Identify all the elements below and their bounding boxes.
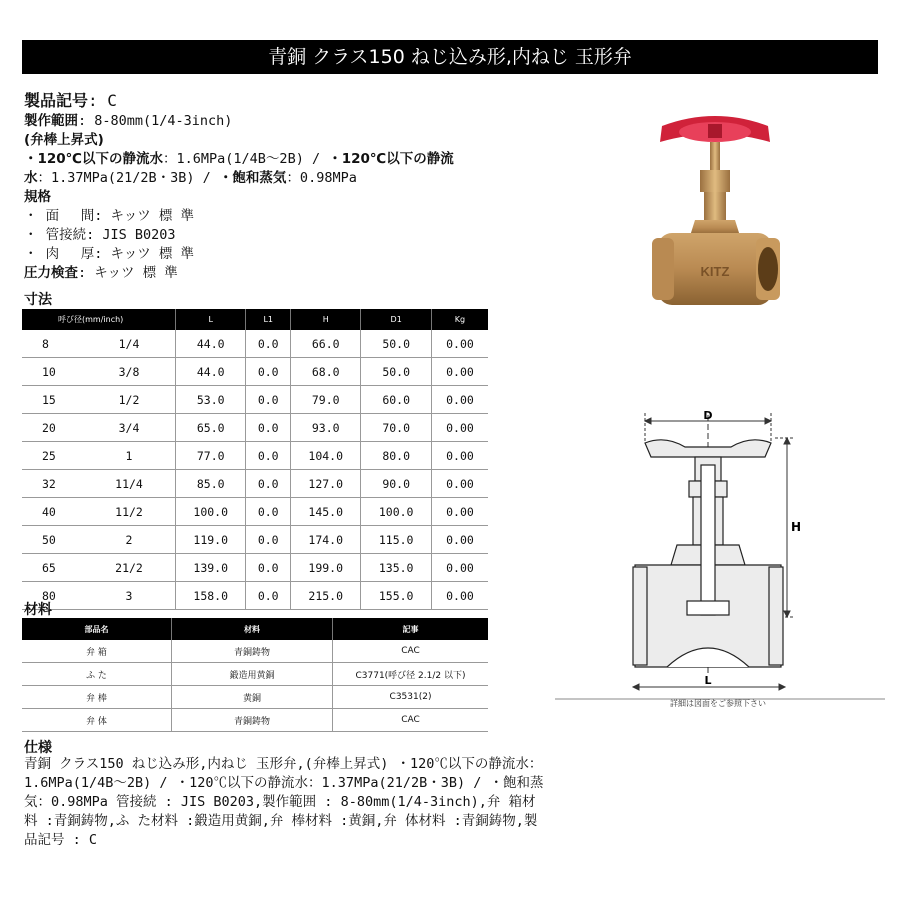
cell-kg: 0.00 bbox=[431, 582, 488, 610]
cell-dn-mm: 8 bbox=[22, 330, 83, 358]
cell-note: C3771(呼び径 2.1/2 以下) bbox=[333, 663, 489, 686]
cell-kg: 0.00 bbox=[431, 358, 488, 386]
pressure-b2-label: 水 bbox=[24, 170, 38, 186]
cell-l1: 0.0 bbox=[246, 498, 291, 526]
cell-d1: 70.0 bbox=[361, 414, 431, 442]
valve-photo bbox=[640, 108, 790, 318]
cell-note: CAC bbox=[333, 640, 489, 663]
cell-dn-mm: 15 bbox=[22, 386, 83, 414]
stem-type: (弁棒上昇式) bbox=[24, 132, 104, 148]
cell-kg: 0.00 bbox=[431, 526, 488, 554]
cell-material: 青銅鋳物 bbox=[172, 709, 333, 732]
cell-note: CAC bbox=[333, 709, 489, 732]
cell-dn-inch: 21/2 bbox=[83, 554, 176, 582]
cell-l1: 0.0 bbox=[246, 526, 291, 554]
col-part: 部品名 bbox=[22, 618, 172, 640]
cell-l: 119.0 bbox=[176, 526, 246, 554]
cell-kg: 0.00 bbox=[431, 442, 488, 470]
cell-l: 77.0 bbox=[176, 442, 246, 470]
table-row bbox=[22, 663, 488, 686]
cell-d1: 135.0 bbox=[361, 554, 431, 582]
table-row bbox=[22, 640, 488, 663]
cell-h: 199.0 bbox=[290, 554, 360, 582]
col-note: 記事 bbox=[333, 618, 489, 640]
cell-dn-inch: 11/2 bbox=[83, 498, 176, 526]
cell-d1: 155.0 bbox=[361, 582, 431, 610]
table-row bbox=[22, 686, 488, 709]
cell-kg: 0.00 bbox=[431, 386, 488, 414]
cell-part: 弁 棒 bbox=[22, 686, 172, 709]
page-title: 青銅 クラス150 ねじ込み形,内ねじ 玉形弁 bbox=[22, 40, 878, 74]
pressure-a-value: ：1.6MPa(1/4B～2B) / bbox=[163, 151, 329, 167]
table-row bbox=[22, 470, 488, 498]
table-row bbox=[22, 414, 488, 442]
cell-d1: 115.0 bbox=[361, 526, 431, 554]
spec-text: 青銅 クラス150 ねじ込み形,内ねじ 玉形弁,(弁棒上昇式) ・120℃以下の静流水：1.6MPa(1/4B～2B) / ・120℃以下の静流水：1.37MPa(21/2B・3B) / ・飽和蒸気：0.98MPa 管接続 : JIS B0203,製作範囲 : 8-80mm(1/4-3inch),弁 箱材料 :青銅鋳物,ふ た材料 :鍛造用黄銅,弁 棒材料 :黄銅,弁 体材料 :青銅鋳物,製品記号 : C bbox=[24, 756, 544, 848]
pressure-b-value: ：1.37MPa(21/2B・3B) / bbox=[37, 170, 219, 186]
table-row bbox=[22, 582, 488, 610]
cell-l1: 0.0 bbox=[246, 330, 291, 358]
cell-d1: 50.0 bbox=[361, 330, 431, 358]
table-row bbox=[22, 554, 488, 582]
cell-h: 66.0 bbox=[290, 330, 360, 358]
drawing-note: 詳細は図面をご参照下さい bbox=[670, 699, 766, 708]
table-row bbox=[22, 526, 488, 554]
cell-kg: 0.00 bbox=[431, 554, 488, 582]
dimensions-table bbox=[22, 309, 488, 610]
cell-h: 79.0 bbox=[290, 386, 360, 414]
cell-l: 65.0 bbox=[176, 414, 246, 442]
cell-material: 青銅鋳物 bbox=[172, 640, 333, 663]
cell-d1: 90.0 bbox=[361, 470, 431, 498]
cell-kg: 0.00 bbox=[431, 330, 488, 358]
cell-d1: 50.0 bbox=[361, 358, 431, 386]
cell-l1: 0.0 bbox=[246, 358, 291, 386]
cell-dn-mm: 32 bbox=[22, 470, 83, 498]
cell-dn-inch: 1/2 bbox=[83, 386, 176, 414]
pressure-c-value: ：0.98MPa bbox=[286, 170, 357, 186]
pressure-a-label: ・120℃以下の静流水 bbox=[24, 151, 164, 167]
cell-l1: 0.0 bbox=[246, 386, 291, 414]
cell-l: 44.0 bbox=[176, 330, 246, 358]
table-row bbox=[22, 330, 488, 358]
col-l: L bbox=[176, 309, 246, 330]
pressure-c-label: ・飽和蒸気 bbox=[218, 170, 287, 186]
col-nominal-size: 呼び径(mm/inch) bbox=[22, 309, 176, 330]
cell-kg: 0.00 bbox=[431, 414, 488, 442]
cell-part: 弁 箱 bbox=[22, 640, 172, 663]
table-row bbox=[22, 442, 488, 470]
dim-h-label: H bbox=[791, 520, 802, 534]
cell-dn-mm: 50 bbox=[22, 526, 83, 554]
cell-note: C3531(2) bbox=[333, 686, 489, 709]
pressure-b-label: ・120℃以下の静流 bbox=[328, 151, 454, 167]
dim-l-label: L bbox=[704, 674, 712, 687]
cell-material: 鍛造用黄銅 bbox=[172, 663, 333, 686]
cell-l: 53.0 bbox=[176, 386, 246, 414]
standards-heading: 規格 bbox=[24, 189, 51, 205]
cell-h: 104.0 bbox=[290, 442, 360, 470]
standard-face-to-face: ・ 面 間: キッツ 標 準 bbox=[24, 208, 194, 224]
table-row bbox=[22, 386, 488, 414]
cell-dn-inch: 1 bbox=[83, 442, 176, 470]
cell-part: 弁 体 bbox=[22, 709, 172, 732]
col-l1: L1 bbox=[246, 309, 291, 330]
cell-l: 139.0 bbox=[176, 554, 246, 582]
cell-dn-mm: 20 bbox=[22, 414, 83, 442]
cell-dn-inch: 2 bbox=[83, 526, 176, 554]
product-code-line bbox=[24, 90, 504, 112]
pressure-test-value: : キッツ 標 準 bbox=[78, 265, 178, 281]
cell-l1: 0.0 bbox=[246, 470, 291, 498]
dimensions-heading: 寸法 bbox=[24, 292, 52, 308]
valve-drawing bbox=[555, 405, 885, 710]
materials-table bbox=[22, 618, 488, 732]
brand-embossing: KITZ bbox=[700, 264, 730, 279]
col-h: H bbox=[290, 309, 360, 330]
valve-section-outline bbox=[633, 440, 783, 667]
table-row bbox=[22, 498, 488, 526]
dimensions-header-row bbox=[22, 309, 488, 330]
col-material: 材料 bbox=[172, 618, 333, 640]
range-value: : 8-80mm(1/4-3inch) bbox=[78, 113, 233, 129]
col-kg: Kg bbox=[431, 309, 488, 330]
cell-dn-mm: 25 bbox=[22, 442, 83, 470]
materials-heading: 材料 bbox=[24, 602, 52, 618]
cell-part: ふ た bbox=[22, 663, 172, 686]
cell-l1: 0.0 bbox=[246, 582, 291, 610]
pressure-line-1 bbox=[24, 150, 504, 169]
cell-dn-mm: 80 bbox=[22, 582, 83, 610]
cell-h: 215.0 bbox=[290, 582, 360, 610]
cell-material: 黄銅 bbox=[172, 686, 333, 709]
product-code-label: 製品記号 bbox=[24, 91, 89, 110]
cell-h: 93.0 bbox=[290, 414, 360, 442]
materials-header-row bbox=[22, 618, 488, 640]
cell-dn-mm: 10 bbox=[22, 358, 83, 386]
product-info bbox=[24, 90, 504, 283]
cell-h: 68.0 bbox=[290, 358, 360, 386]
cell-l1: 0.0 bbox=[246, 414, 291, 442]
cell-l: 44.0 bbox=[176, 358, 246, 386]
handwheel-icon bbox=[660, 116, 770, 142]
dim-d-label: D bbox=[703, 409, 713, 422]
cell-h: 145.0 bbox=[290, 498, 360, 526]
col-d1: D1 bbox=[361, 309, 431, 330]
product-code-value: : C bbox=[88, 91, 117, 110]
cell-dn-inch: 3/4 bbox=[83, 414, 176, 442]
cell-dn-inch: 3 bbox=[83, 582, 176, 610]
spec-heading: 仕様 bbox=[24, 740, 52, 756]
standard-wall-thickness: ・ 肉 厚: キッツ 標 準 bbox=[24, 246, 194, 262]
cell-d1: 100.0 bbox=[361, 498, 431, 526]
standard-connection: ・ 管接続: JIS B0203 bbox=[24, 227, 176, 243]
cell-dn-mm: 40 bbox=[22, 498, 83, 526]
cell-h: 174.0 bbox=[290, 526, 360, 554]
pressure-line-2 bbox=[24, 169, 504, 188]
cell-kg: 0.00 bbox=[431, 498, 488, 526]
cell-dn-inch: 11/4 bbox=[83, 470, 176, 498]
table-row bbox=[22, 358, 488, 386]
pressure-test-line bbox=[24, 264, 504, 283]
cell-d1: 60.0 bbox=[361, 386, 431, 414]
range-line bbox=[24, 112, 504, 131]
pressure-test-label: 圧力検査 bbox=[24, 265, 78, 281]
range-label: 製作範囲 bbox=[24, 113, 78, 129]
cell-h: 127.0 bbox=[290, 470, 360, 498]
cell-d1: 80.0 bbox=[361, 442, 431, 470]
cell-l: 100.0 bbox=[176, 498, 246, 526]
table-row bbox=[22, 709, 488, 732]
cell-dn-mm: 65 bbox=[22, 554, 83, 582]
cell-l: 158.0 bbox=[176, 582, 246, 610]
cell-l: 85.0 bbox=[176, 470, 246, 498]
cell-dn-inch: 3/8 bbox=[83, 358, 176, 386]
cell-kg: 0.00 bbox=[431, 470, 488, 498]
cell-dn-inch: 1/4 bbox=[83, 330, 176, 358]
cell-l1: 0.0 bbox=[246, 554, 291, 582]
cell-l1: 0.0 bbox=[246, 442, 291, 470]
